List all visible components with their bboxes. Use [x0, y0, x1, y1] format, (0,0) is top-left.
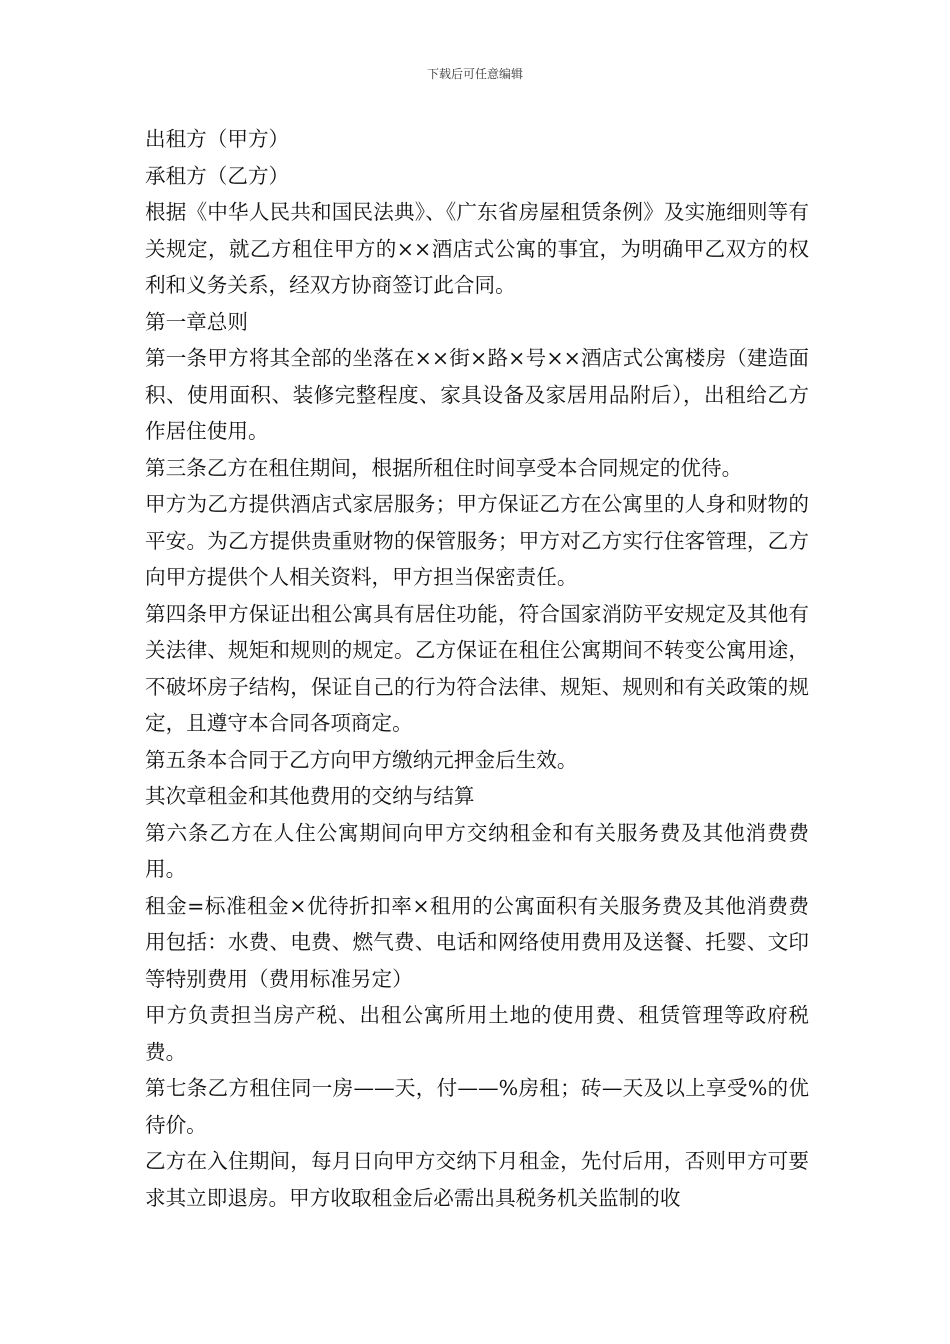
- article-paragraph: 第五条本合同于乙方向甲方缴纳元押金后生效。: [145, 747, 578, 772]
- article-paragraph: 第七条乙方租住同一房——天，付——%房租；砖—天及以上享受%的优待价。: [145, 1076, 809, 1137]
- body-paragraph: 租金=标准租金×优待折扣率×租用的公寓面积有关服务费及其他消费费用包括：水费、电费、燃气费、电话和网络使用费用及送餐、托婴、文印等特别费用（费用标准另定）: [145, 893, 809, 991]
- article-paragraph: 第六条乙方在人住公寓期间向甲方交纳租金和有关服务费及其他消费费用。: [145, 820, 809, 881]
- article-paragraph: 第三条乙方在租住期间，根据所租住时间享受本合同规定的优待。: [145, 455, 743, 480]
- article-paragraph: 第四条甲方保证出租公寓具有居住功能，符合国家消防平安规定及其他有关法律、规矩和规则的规定。乙方保证在租住公寓期间不转变公寓用途，不破坏房子结构，保证自己的行为符合法律、规矩、规则和有关政策的规定，且遵守本合同各项商定。: [145, 601, 809, 735]
- body-paragraph: 甲方负责担当房产税、出租公寓所用土地的使用费、租赁管理等政府税费。: [145, 1003, 809, 1064]
- article-paragraph: 第一条甲方将其全部的坐落在××街×路×号××酒店式公寓楼房（建造面积、使用面积、装修完整程度、家具设备及家居用品附后），出租给乙方作居住使用。: [145, 346, 809, 443]
- party-lessor: 出租方（甲方）: [145, 127, 290, 151]
- page-header: 下载后可任意编辑: [426, 67, 523, 81]
- body-paragraph: 甲方为乙方提供酒店式家居服务；甲方保证乙方在公寓里的人身和财物的平安。为乙方提供贵重财物的保管服务；甲方对乙方实行住客管理，乙方向甲方提供个人相关资料，甲方担当保密责任。: [145, 492, 809, 589]
- chapter-heading: 第一章总则: [145, 309, 248, 334]
- party-lessee: 承租方（乙方）: [145, 163, 290, 188]
- body-paragraph: 乙方在入住期间，每月日向甲方交纳下月租金，先付后用，否则甲方可要求其立即退房。甲方收取租金后必需出具税务机关监制的收: [145, 1149, 809, 1210]
- preamble-paragraph: 根据《中华人民共和国民法典》、《广东省房屋租赁条例》及实施细则等有关规定，就乙方租住甲方的××酒店式公寓的事宜，为明确甲乙双方的权利和义务关系，经双方协商签订此合同。: [145, 200, 809, 297]
- document-body: [145, 121, 809, 1216]
- chapter-heading: 其次章租金和其他费用的交纳与结算: [145, 784, 475, 808]
